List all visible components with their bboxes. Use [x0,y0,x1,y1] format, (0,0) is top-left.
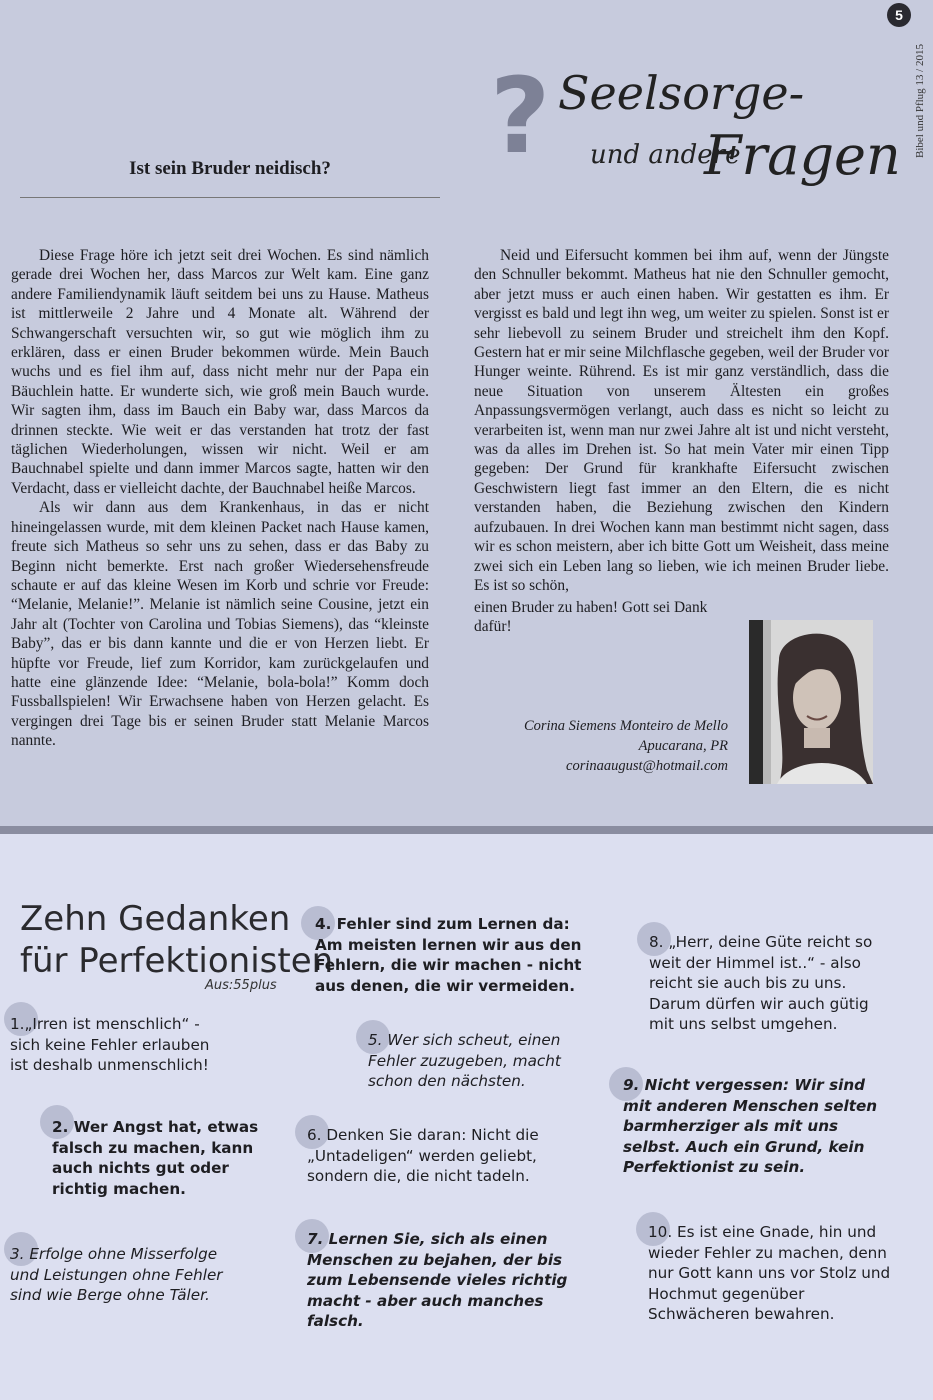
thought-text: Es ist eine Gnade, hin und wieder Fehler zu machen, denn nur Gott kann uns vor Stolz und Hochmut gegenüber Schwächeren bewahren. [648,1223,891,1323]
logo-line-3: Fragen [704,124,901,187]
magazine-issue-label: Bibel und Pflug 13 / 2015 [914,44,926,158]
title-divider [20,197,440,198]
thought-item [52,1117,260,1199]
article-paragraph: Als wir dann aus dem Krankenhaus, in das er nicht hineingelassen wurde, mit dem kleinen Packet nach Hause kamen, freute sich Matheus so sehr uns zu sehen, dass er das Baby zu Beginn nicht bemerkte. Erst nach großer Wiedersehensfreude schaute er auf das kleine Wesen im Korb und schrie vor Freude: “Melanie, Melanie!”. Melanie ist nämlich seine Cousine, jetzt ein Jahr alt (Tochter von Carolina und Tobias Siemens), das “kleinste Baby”, das er bis dann kannte und die er von Herzen liebt. Er hüpfte vor Freude, lief zum Korridor, kam zurückgelaufen und hatte eine glänzende Idee: “Melanie, bola-bola!” Komm doch Fussballspielen! Wir Erwachsene haben von Herzen gelacht. Es vergingen drei Tage bis er seinen Bruder statt Melanie Marcos nannte. [11,499,429,750]
thought-number: 7. [307,1230,324,1248]
thought-number: 9. [623,1076,640,1094]
thoughts-title [20,898,333,982]
thoughts-title-line-2: für Perfektionisten [20,941,334,981]
thought-item [648,1222,898,1325]
author-email: corinaaugust@hotmail.com [566,758,728,774]
thought-text: Erfolge ohne Misserfolge und Leistungen ohne Fehler sind wie Berge ohne Täler. [10,1245,223,1304]
thought-item [368,1030,578,1092]
thought-number: 2. [52,1118,69,1136]
author-name: Corina Siemens Monteiro de Mello [523,718,728,734]
thought-text: „Irren ist menschlich“ - sich keine Fehler erlauben ist deshalb unmenschlich! [10,1015,210,1074]
thought-number: 10. [648,1223,673,1241]
column-logo [490,55,901,216]
thought-item [649,932,889,1035]
article-title: Ist sein Bruder neidisch? [129,158,331,179]
question-mark-icon: ? [490,55,551,177]
author-photo [749,620,873,784]
thought-text: Wer sich scheut, einen Fehler zuzugeben, macht schon den nächsten. [368,1031,561,1090]
article-column-2-end [474,598,742,637]
logo-line-2: und andere [590,140,741,170]
thought-item [10,1244,240,1306]
author-location: Apucarana, PR [638,738,728,754]
thought-text: Denken Sie daran: Nicht die „Untadeligen“ werden geliebt, sondern die, die nicht tadeln. [307,1126,539,1185]
thought-item [623,1075,879,1178]
thought-item [307,1125,557,1187]
thought-item [307,1229,597,1332]
thought-number: 1. [10,1015,25,1033]
logo-line-1: Seelsorge- [558,66,805,120]
article-paragraph: Neid und Eifersucht kommen bei ihm auf, wenn der Jüngste den Schnuller bekommt. Matheus hat nie den Schnuller gemocht, aber jetzt muss er auch einen haben. Wir gestatten es ihm. Er vergisst es bald und legt ihn weg, um weiter zu spielen. Sonst ist er sehr liebevoll zu seinem Bruder und streichelt ihm den Kopf. Gestern hat er mir seine Milchflasche gegeben, weil der Bruder vor Hunger weinte. Rührend. Es ist mir ganz verständlich, dass die neue Situation von unserem Ältesten ein großes Anpassungsvermögen verlangt, auch dass es nicht so leicht zu verarbeiten ist, wenn man nur zwei Jahre alt ist und nicht versteht, was da alles im Drehen ist. So hat mein Vater mir einen Tipp gegeben: Der Grund für krankhafte Eifersucht zwischen Geschwistern liegt fast immer an den Eltern, die es nicht verstanden haben, die Beziehung zwischen den Kindern aufzubauen. In drei Wochen kann man bestimmt nicht sagen, dass wir es schon meistern, aber ich bitte Gott um Weisheit, dass meine zwei sich ein Leben lang so lieben, wie ich meinen Bruder liebe. Es ist so schön, [474,247,889,594]
thoughts-source: Aus:55plus [205,978,277,993]
thought-text: Nicht vergessen: Wir sind mit anderen Menschen selten barmherziger als mit uns selbst. Auch ein Grund, kein Perfektionist zu sein. [623,1076,878,1176]
thought-text: „Herr, deine Güte reicht so weit der Himmel ist..“ - also reicht sie auch bis zu uns. Darum dürfen wir auch gütig mit uns selbst umgehen. [649,933,873,1033]
thought-text: Lernen Sie, sich als einen Menschen zu bejahen, der bis zum Lebensende vieles richtig macht - aber auch manches falsch. [307,1230,568,1330]
article-paragraph-end: einen Bruder zu haben! Gott sei Dank dafür! [474,599,708,636]
article-column-1 [11,246,429,751]
article-column-2 [474,246,889,595]
thought-text: Wer Angst hat, etwas falsch zu machen, kann auch nichts gut oder richtig machen. [52,1118,259,1198]
thought-number: 4. [315,915,332,933]
thought-item [315,914,585,996]
thought-number: 3. [10,1245,25,1263]
thoughts-title-line-1: Zehn Gedanken [20,899,291,939]
thought-number: 5. [368,1031,383,1049]
thought-number: 8. [649,933,664,951]
author-signature [470,716,728,776]
thought-text: Fehler sind zum Lernen da: Am meisten lernen wir aus den Fehlern, die wir machen - nicht aus denen, die wir vermeiden. [315,915,582,995]
section-divider [0,826,933,834]
page-number: 5 [887,3,911,27]
thought-item [10,1014,220,1076]
article-paragraph: Diese Frage höre ich jetzt seit drei Wochen. Es sind nämlich gerade drei Wochen her, dass Marcos zur Welt kam. Eine ganz andere Familiendynamik läuft seitdem bei uns zu Hause. Matheus ist mittlerweile 2 Jahre und 4 Monate alt. Während der Schwangerschaft versuchten wir, so gut wie möglich ihm zu erklären, dass er einen Bruder bekommen würde. Mein Bauch wuchs und es fiel ihm auf, dass nicht mehr nur der Papa ein Bäuchlein hatte. Er wunderte sich, wie groß mein Bauch wurde. Wir sagten ihm, dass im Bauch ein Baby war, dass Marcos da drinnen steckte. Wie weit er das verstanden hat trotz der fast täglichen Wiederholungen, wissen wir nicht. Weil er am Bauchnabel spielte und dann immer Marcos sagte, hatten wir den Verdacht, dass er vielleicht dachte, der Bauchnabel heiße Marcos. [11,247,429,497]
thought-number: 6. [307,1126,322,1144]
